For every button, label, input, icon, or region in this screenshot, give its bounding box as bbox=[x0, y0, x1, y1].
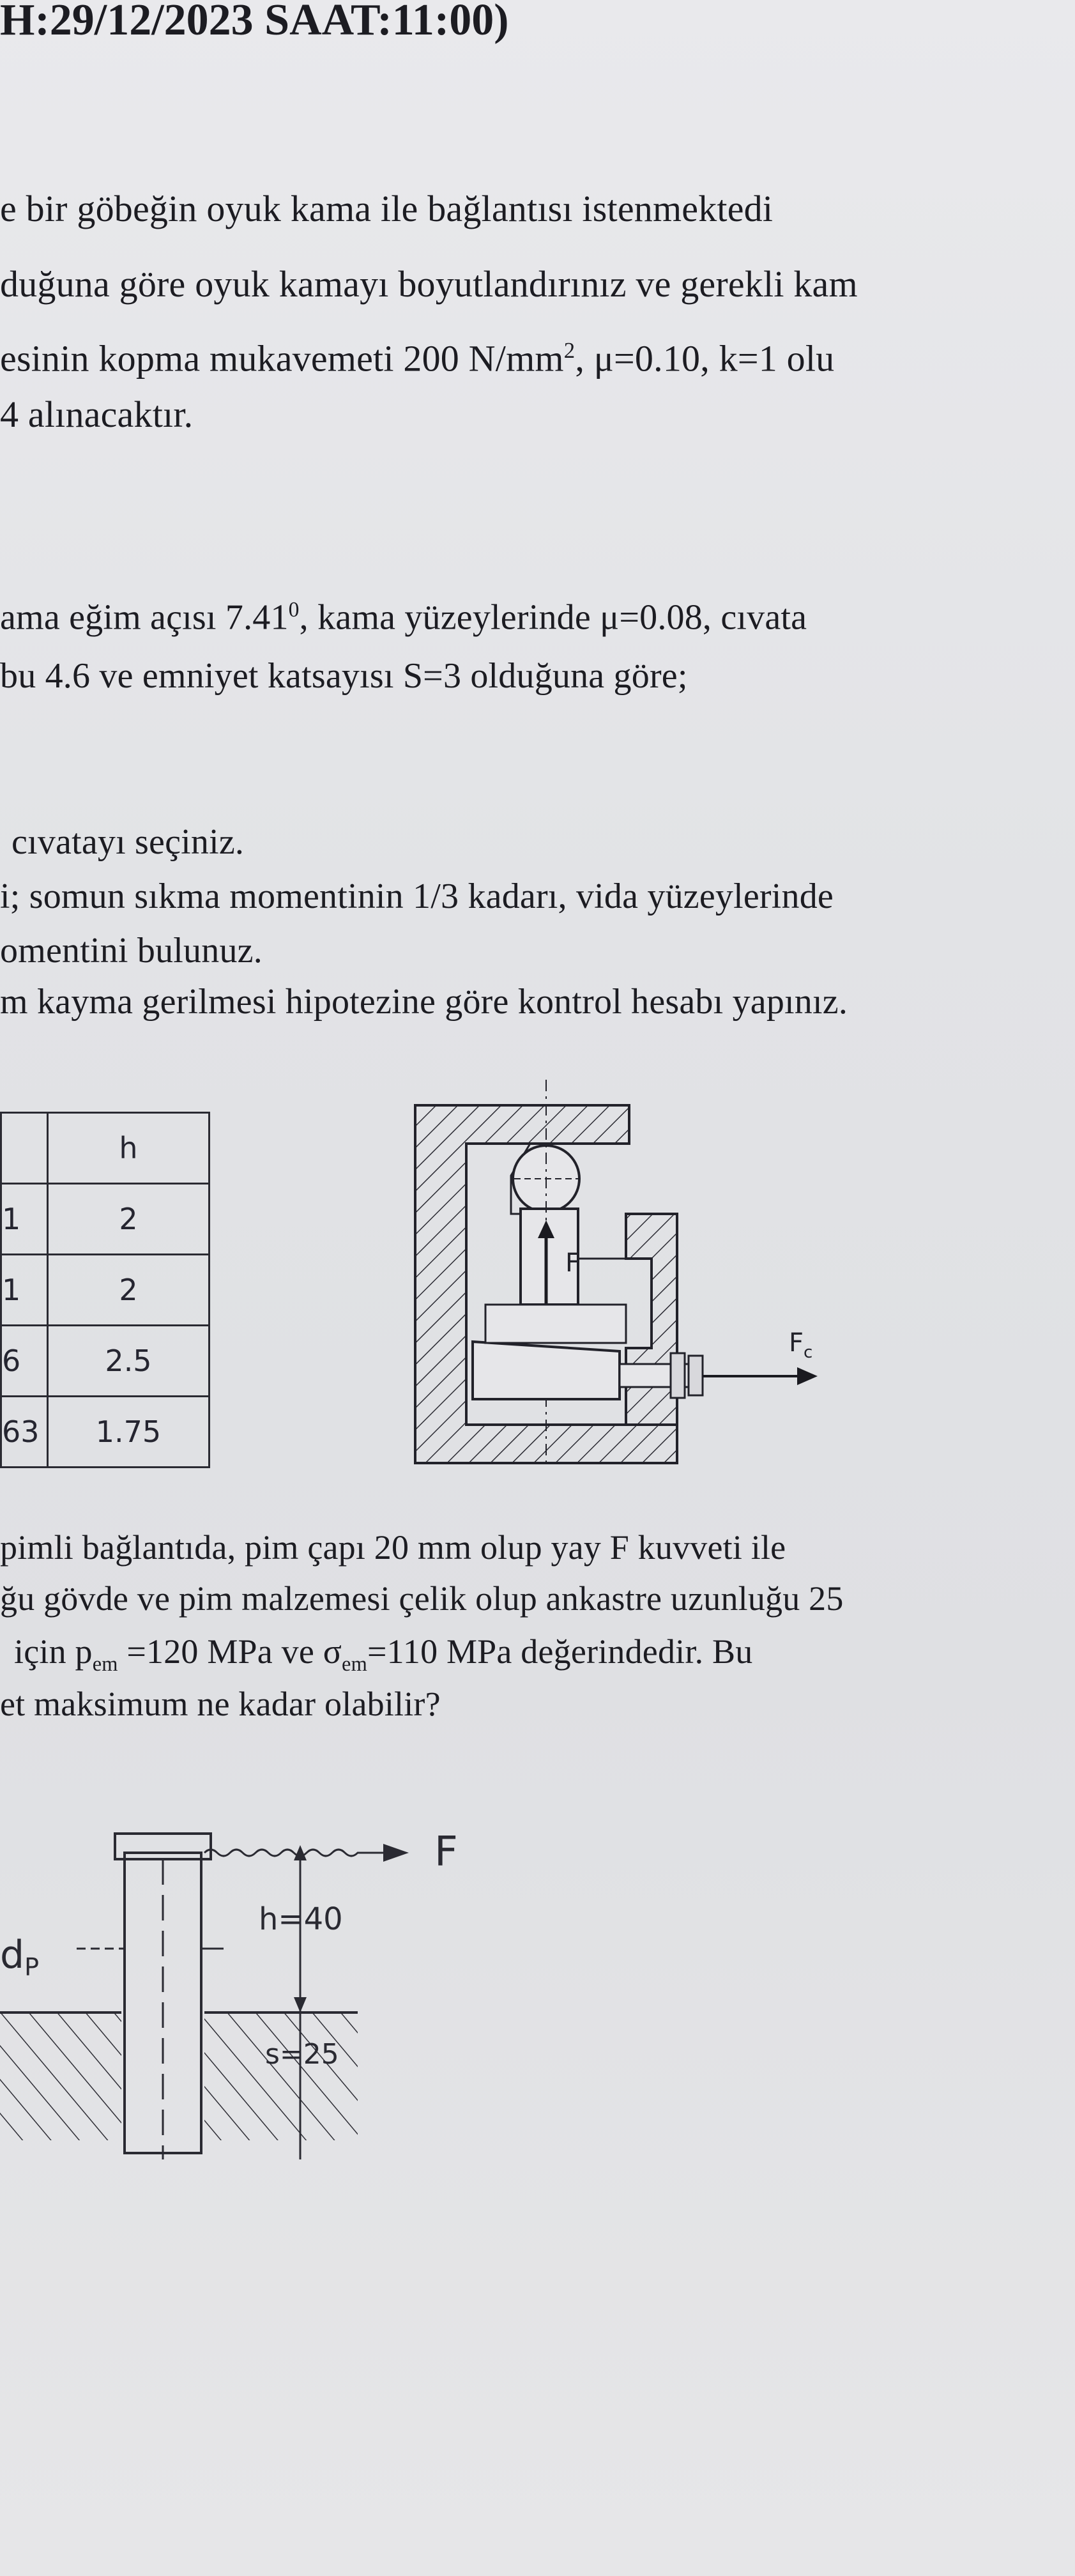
q3-line-3-sub2: em bbox=[342, 1652, 368, 1676]
table-cell: 2 bbox=[48, 1184, 210, 1255]
force-up-label: F bbox=[565, 1248, 581, 1278]
q1-line-3-main: esinin kopma mukavemeti 200 N/mm bbox=[0, 337, 564, 379]
q1-line-3-tail: , μ=0.10, k=1 olu bbox=[575, 337, 835, 379]
table-row bbox=[1, 1397, 210, 1468]
table-cell: 2 bbox=[48, 1255, 210, 1326]
q1-line-3-sup: 2 bbox=[563, 338, 576, 363]
q3-line-3 bbox=[14, 1634, 752, 1675]
table-cell: 63 bbox=[1, 1397, 48, 1468]
q3-line-3-b: =120 MPa ve σ bbox=[118, 1632, 342, 1671]
q3-line-1: pimli bağlantıda, pim çapı 20 mm olup yay F kuvveti ile bbox=[0, 1528, 786, 1567]
q2-part-c: m kayma gerilmesi hipotezine göre kontrol hesabı yapınız. bbox=[0, 982, 848, 1022]
table-row bbox=[1, 1326, 210, 1397]
exam-date-text: H:29/12/2023 SAAT:11:00) bbox=[0, 0, 509, 45]
table-cell: 6 bbox=[1, 1326, 48, 1397]
force-side-label bbox=[789, 1328, 812, 1362]
force-side-label-main: F bbox=[789, 1328, 804, 1358]
spring bbox=[204, 1850, 383, 1856]
table-row bbox=[1, 1184, 210, 1255]
thread-table bbox=[0, 1112, 210, 1468]
q2-line-1-b: , kama yüzeylerinde μ=0.08, cıvata bbox=[299, 597, 807, 638]
body-left bbox=[0, 2012, 121, 2140]
h-dimension-label: h=40 bbox=[259, 1901, 343, 1937]
exam-date-header bbox=[0, 0, 509, 46]
dp-label-main: d bbox=[0, 1933, 25, 1977]
q2-part-b-cont: omentini bulunuz. bbox=[0, 931, 263, 970]
q3-line-2: ğu gövde ve pim malzemesi çelik olup ankastre uzunluğu 25 bbox=[0, 1579, 844, 1618]
q3-line-3-sub1: em bbox=[92, 1652, 118, 1676]
force-label: F bbox=[434, 1828, 458, 1876]
q3-line-3-a: için p bbox=[14, 1632, 93, 1671]
table-cell bbox=[1, 1113, 48, 1184]
table-row bbox=[1, 1113, 210, 1184]
q2-part-a bbox=[0, 824, 244, 860]
s-dimension-label: s=25 bbox=[265, 2038, 339, 2071]
q2-line-2: bu 4.6 ve emniyet katsayısı S=3 olduğuna göre; bbox=[0, 656, 688, 696]
q2-part-b: i; somun sıkma momentinin 1/3 kadarı, vida yüzeylerinde bbox=[0, 877, 834, 916]
table-header-h: h bbox=[48, 1113, 210, 1184]
q1-line-3 bbox=[0, 337, 835, 379]
q2-line-1-a: ama eğim açısı 7.41 bbox=[0, 597, 289, 638]
q2-line-1 bbox=[0, 599, 807, 636]
q2-part-a-text: cıvatayı seçiniz. bbox=[11, 822, 245, 862]
wedge-assembly-figure bbox=[409, 1067, 830, 1476]
force-side-label-sub: c bbox=[804, 1343, 813, 1362]
dp-label bbox=[0, 1933, 39, 1981]
table-cell: 2.5 bbox=[48, 1326, 210, 1397]
q2-line-1-sup: 0 bbox=[288, 598, 300, 622]
dp-label-sub: P bbox=[24, 1953, 40, 1981]
q1-line-4: 4 alınacaktır. bbox=[0, 394, 194, 435]
table-cell: 1 bbox=[1, 1184, 48, 1255]
pin-figure bbox=[0, 1776, 498, 2185]
q1-line-1: e bir göbeğin oyuk kama ile bağlantısı istenmektedi bbox=[0, 188, 774, 229]
q3-line-3-c: =110 MPa değerindedir. Bu bbox=[367, 1632, 753, 1671]
q1-line-2: duğuna göre oyuk kamayı boyutlandırınız ve gerekli kam bbox=[0, 263, 858, 305]
q3-line-4: et maksimum ne kadar olabilir? bbox=[0, 1685, 441, 1723]
wedge bbox=[473, 1342, 620, 1399]
table-cell: 1.75 bbox=[48, 1397, 210, 1468]
table-row bbox=[1, 1255, 210, 1326]
body-right bbox=[204, 2012, 358, 2140]
table-cell: 1 bbox=[1, 1255, 48, 1326]
